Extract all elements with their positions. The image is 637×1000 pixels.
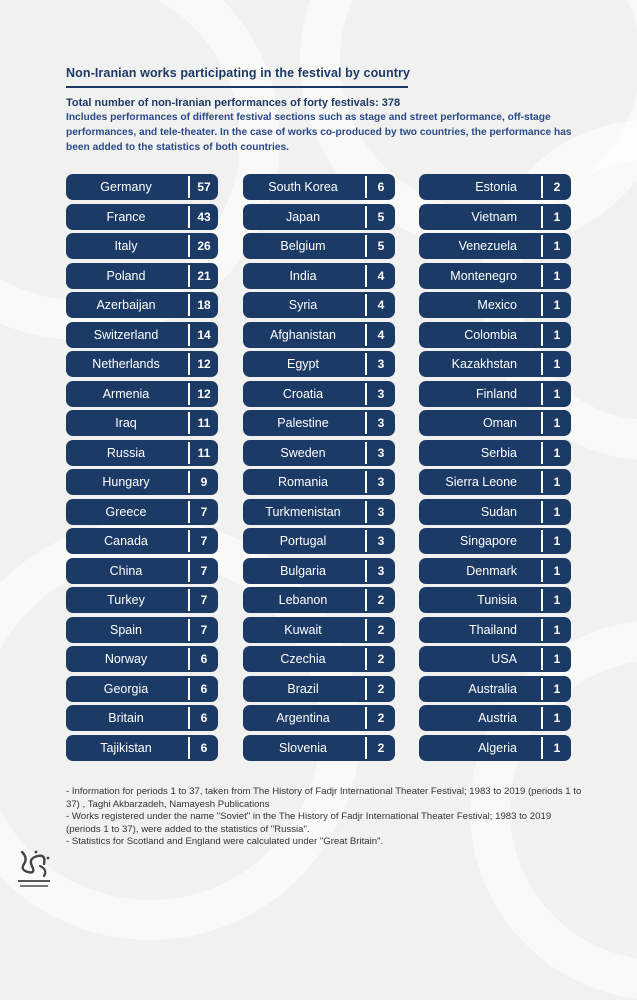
country-row: [419, 322, 571, 348]
work-count: 1: [553, 209, 561, 224]
country-row: [243, 528, 395, 554]
footnotes: [66, 786, 586, 849]
footnote: - Information for periods 1 to 37, taken from The History of Fadjr International Theater Festival; 1983 to 2019 (periods 1 to 37) , Taghi Akbarzadeh, Namayesh Publications: [66, 786, 582, 810]
work-count: 14: [197, 327, 211, 342]
country-name: Kazakhstan: [451, 357, 517, 371]
country-name: Iraq: [115, 416, 137, 430]
country-row: [66, 381, 218, 407]
work-count: 18: [197, 298, 211, 312]
country-name: Denmark: [466, 563, 517, 578]
country-row: [243, 292, 395, 318]
country-name: Turkmenistan: [265, 504, 341, 519]
country-row: [66, 499, 218, 525]
country-name: Vietnam: [471, 209, 517, 224]
country-row: [243, 617, 395, 643]
work-count: 12: [197, 357, 211, 371]
country-row: [243, 381, 395, 407]
country-name: China: [109, 563, 143, 578]
work-count: 26: [197, 239, 211, 253]
country-name: Palestine: [277, 416, 329, 430]
country-name: India: [289, 268, 317, 283]
work-count: 7: [200, 622, 208, 637]
work-count: 2: [377, 711, 385, 725]
total-summary: Total number of non-Iranian performances of forty festivals: 378: [66, 97, 401, 109]
country-name: Syria: [288, 298, 318, 312]
country-name: Australia: [468, 681, 517, 696]
title-divider: [66, 86, 408, 88]
country-row: [419, 469, 571, 495]
country-name: Poland: [106, 268, 146, 283]
page-title: Non-Iranian works participating in the festival by country: [66, 66, 411, 80]
country-name: Lebanon: [278, 593, 328, 607]
work-count: 1: [553, 504, 561, 519]
country-row: [66, 233, 218, 259]
description: Includes performances of different festival sections such as stage and street performance, off-stage performances, and tele-theater. In the case of works co-produced by two countries, the performance has been added to the statistics of both countries.: [66, 112, 572, 153]
work-count: 2: [377, 681, 385, 696]
country-name: Canada: [104, 534, 148, 548]
country-row: [66, 558, 218, 584]
work-count: 21: [197, 268, 211, 283]
country-name: Croatia: [282, 386, 324, 401]
work-count: 4: [377, 268, 385, 283]
country-row: [243, 204, 395, 230]
country-row: [243, 735, 395, 761]
footnote: - Statistics for Scotland and England were calculated under "Great Britain".: [66, 836, 384, 847]
festival-logo-icon: [14, 848, 54, 890]
background-arc: [480, 120, 637, 460]
work-count: 12: [197, 386, 211, 401]
country-row: [243, 646, 395, 672]
country-row: [243, 587, 395, 613]
country-name: Spain: [110, 622, 142, 637]
country-name: Belgium: [280, 239, 326, 253]
country-name: Sierra Leone: [445, 475, 517, 489]
country-row: [419, 705, 571, 731]
country-name: Tajikistan: [100, 740, 152, 755]
footnote: - Works registered under the name "Soviet" in the The History of Fadjr International Theater Festival; 1983 to 2019 (periods 1 to 37), were added to the statistics of "Russia".: [66, 811, 552, 835]
work-count: 1: [553, 239, 561, 253]
work-count: 6: [377, 180, 385, 194]
country-name: Colombia: [464, 327, 517, 342]
work-count: 1: [553, 327, 561, 342]
work-count: 5: [377, 209, 385, 224]
work-count: 2: [553, 180, 561, 194]
country-row: [66, 204, 218, 230]
country-row: [419, 646, 571, 672]
country-row: [66, 410, 218, 436]
country-name: Estonia: [475, 180, 517, 194]
background-arc: [0, 0, 280, 340]
work-count: 1: [553, 593, 561, 607]
work-count: 2: [377, 622, 385, 637]
country-row: [66, 705, 218, 731]
country-row: [243, 705, 395, 731]
country-row: [419, 263, 571, 289]
work-count: 3: [377, 416, 385, 430]
work-count: 1: [553, 681, 561, 696]
country-row: [243, 233, 395, 259]
country-row: [66, 528, 218, 554]
work-count: 7: [200, 504, 208, 519]
country-row: [66, 322, 218, 348]
country-row: [419, 381, 571, 407]
country-row: [419, 676, 571, 702]
country-name: Russia: [106, 445, 146, 460]
country-name: Slovenia: [279, 740, 327, 755]
work-count: 2: [377, 740, 385, 755]
country-row: [66, 646, 218, 672]
country-row: [66, 735, 218, 761]
country-name: Egypt: [287, 357, 319, 371]
country-row: [419, 174, 571, 200]
country-name: Azerbaijan: [96, 298, 156, 312]
country-row: [66, 587, 218, 613]
country-name: Algeria: [478, 740, 517, 755]
work-count: 1: [553, 416, 561, 430]
country-name: Oman: [482, 416, 517, 430]
country-name: Thailand: [469, 622, 517, 637]
country-name: Austria: [478, 711, 517, 725]
work-count: 7: [200, 534, 208, 548]
country-name: Armenia: [102, 386, 150, 401]
work-count: 7: [200, 563, 208, 578]
work-count: 2: [377, 652, 385, 666]
country-row: [66, 617, 218, 643]
country-name: USA: [491, 652, 517, 666]
country-name: Germany: [100, 180, 152, 194]
country-name: Norway: [104, 652, 148, 666]
work-count: 6: [200, 652, 208, 666]
country-row: [243, 499, 395, 525]
country-name: Afghanistan: [269, 327, 337, 342]
work-count: 7: [200, 593, 208, 607]
country-row: [243, 322, 395, 348]
country-name: Sudan: [480, 504, 517, 519]
country-row: [66, 469, 218, 495]
country-name: Turkey: [107, 593, 145, 607]
country-name: Argentina: [276, 711, 330, 725]
work-count: 1: [553, 357, 561, 371]
country-row: [243, 410, 395, 436]
country-name: Sweden: [280, 445, 326, 460]
work-count: 43: [197, 209, 211, 224]
country-row: [66, 263, 218, 289]
country-name: Romania: [277, 475, 329, 489]
country-name: Bulgaria: [280, 563, 326, 578]
work-count: 1: [553, 268, 561, 283]
country-name: Tunisia: [477, 593, 517, 607]
work-count: 5: [377, 239, 385, 253]
work-count: 1: [553, 386, 561, 401]
work-count: 1: [553, 534, 561, 548]
country-row: [243, 351, 395, 377]
work-count: 1: [553, 563, 561, 578]
country-row: [243, 676, 395, 702]
work-count: 1: [553, 475, 561, 489]
country-name: France: [106, 209, 146, 224]
work-count: 3: [377, 386, 385, 401]
country-row: [66, 440, 218, 466]
country-row: [243, 440, 395, 466]
country-row: [243, 469, 395, 495]
work-count: 4: [377, 298, 385, 312]
work-count: 1: [553, 740, 561, 755]
country-row: [66, 676, 218, 702]
country-row: [419, 617, 571, 643]
country-name: Venezuela: [458, 239, 517, 253]
country-row: [243, 558, 395, 584]
work-count: 1: [553, 622, 561, 637]
country-row: [243, 263, 395, 289]
country-row: [419, 233, 571, 259]
country-name: Brazil: [287, 681, 319, 696]
country-name: Hungary: [102, 475, 150, 489]
work-count: 6: [200, 740, 208, 755]
work-count: 3: [377, 357, 385, 371]
work-count: 3: [377, 534, 385, 548]
country-row: [66, 174, 218, 200]
country-name: Singapore: [460, 534, 517, 548]
country-row: [419, 440, 571, 466]
country-name: South Korea: [268, 180, 338, 194]
work-count: 57: [197, 180, 211, 194]
country-name: Kuwait: [284, 622, 322, 637]
country-row: [419, 410, 571, 436]
country-row: [419, 499, 571, 525]
work-count: 1: [553, 711, 561, 725]
work-count: 1: [553, 652, 561, 666]
work-count: 4: [377, 327, 385, 342]
work-count: 3: [377, 475, 385, 489]
work-count: 6: [200, 711, 208, 725]
work-count: 1: [553, 445, 561, 460]
work-count: 6: [200, 681, 208, 696]
country-name: Czechia: [280, 652, 326, 666]
country-name: Switzerland: [93, 327, 159, 342]
country-name: Georgia: [103, 681, 149, 696]
country-row: [419, 587, 571, 613]
country-name: Britain: [108, 711, 144, 725]
country-name: Serbia: [480, 445, 517, 460]
work-count: 11: [197, 416, 211, 430]
country-row: [419, 558, 571, 584]
country-row: [419, 204, 571, 230]
country-row: [243, 174, 395, 200]
country-name: Finland: [476, 386, 517, 401]
work-count: 9: [200, 475, 208, 489]
country-row: [66, 351, 218, 377]
country-row: [419, 351, 571, 377]
country-name: Japan: [285, 209, 321, 224]
country-name: Portugal: [279, 534, 327, 548]
work-count: 3: [377, 445, 385, 460]
country-name: Greece: [105, 504, 147, 519]
work-count: 11: [197, 445, 211, 460]
country-name: Mexico: [477, 298, 517, 312]
country-name: Netherlands: [92, 357, 160, 371]
country-name: Italy: [114, 239, 138, 253]
country-row: [419, 528, 571, 554]
country-name: Montenegro: [450, 268, 517, 283]
work-count: 3: [377, 504, 385, 519]
country-row: [419, 735, 571, 761]
country-row: [66, 292, 218, 318]
country-row: [419, 292, 571, 318]
work-count: 3: [377, 563, 385, 578]
work-count: 1: [553, 298, 561, 312]
festival-logo: [14, 848, 54, 890]
work-count: 2: [377, 593, 385, 607]
